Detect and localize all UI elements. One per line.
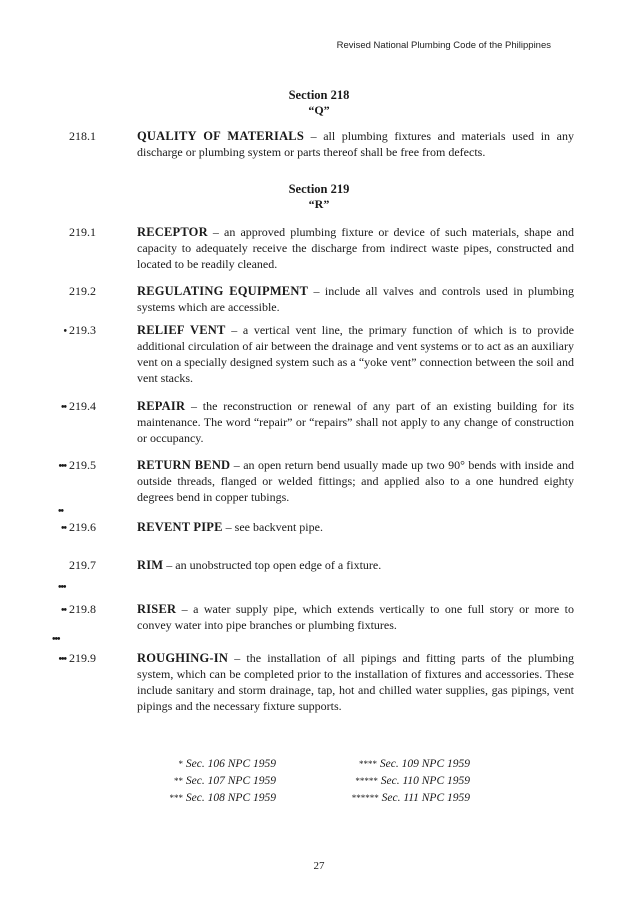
source-note-text: Sec. 107 NPC 1959 xyxy=(183,775,276,787)
entry-text: – all plumbing fixtures and materials used in any discharge or plumbing system or parts thereof shall be free from defects. xyxy=(137,129,574,159)
entry-text: – the installation of all pipings and fitting parts of the plumbing system, which can be completed prior to the installation of fixtures and accessories. These include sanitary and storm drainage, tap, hot and chilled water supplies, gas pipings, vent pipings and the necessary fixture supports. xyxy=(137,651,574,713)
entry-number xyxy=(0,398,96,416)
asterisk-marker: •• xyxy=(60,402,66,413)
entry-body xyxy=(137,457,574,505)
asterisk-marker: ••• xyxy=(58,654,66,665)
entry-number-text: 219.8 xyxy=(69,602,96,616)
entry-number xyxy=(0,650,96,668)
entry-text: – an unobstructed top open edge of a fixture. xyxy=(163,558,382,572)
asterisk-marker: ***** xyxy=(355,776,378,786)
entry-term: RIM xyxy=(137,558,164,572)
asterisk-marker: ••• xyxy=(58,582,66,593)
entry-text: – the reconstruction or renewal of any part of an existing building for its maintenance. The word “repair” or “repairs” shall not apply to any change of construction or occupancy. xyxy=(137,399,574,445)
source-notes-right xyxy=(300,756,470,807)
entry-term: REGULATING EQUIPMENT xyxy=(137,284,309,298)
asterisk-marker: • xyxy=(63,326,66,337)
entry-number: 219.2 xyxy=(69,284,96,298)
entry-text: – a water supply pipe, which extends vertically to one full story or more to convey water into pipe branches or plumbing fixtures. xyxy=(137,602,574,632)
entry-term: QUALITY OF MATERIALS xyxy=(137,129,304,143)
page-number: 27 xyxy=(313,860,325,872)
asterisk-marker: •• xyxy=(58,506,64,517)
entry-number xyxy=(0,601,96,619)
source-note-text: Sec. 111 NPC 1959 xyxy=(378,792,470,804)
source-note xyxy=(110,790,276,807)
entry-term: ROUGHING-IN xyxy=(137,651,229,665)
section-218-letter: “Q” xyxy=(308,103,330,117)
entry-text: – see backvent pipe. xyxy=(222,520,323,534)
entry-body xyxy=(137,398,574,446)
entry-term: REPAIR xyxy=(137,399,186,413)
entry-number: 219.1 xyxy=(69,225,96,239)
entry-body xyxy=(137,650,574,714)
entry-number xyxy=(0,457,96,475)
source-note-text: Sec. 108 NPC 1959 xyxy=(183,792,276,804)
section-219-letter: “R” xyxy=(308,197,330,211)
entry-term: RETURN BEND xyxy=(137,458,231,472)
entry-number-text: 219.4 xyxy=(69,399,96,413)
entry-text: – a vertical vent line, the primary function of which is to provide additional circulation of air between the drainage and vent systems or to act as an auxiliary vent on a specially designed system such as a “yoke vent” connection between the soil and vent stacks. xyxy=(137,323,574,385)
asterisk-marker: •• xyxy=(60,605,66,616)
asterisk-marker: ****** xyxy=(351,793,379,803)
source-note xyxy=(110,756,276,773)
entry-body xyxy=(137,128,574,160)
entry-number xyxy=(0,519,96,537)
entry-number-text: 219.9 xyxy=(69,651,96,665)
entry-number: 219.7 xyxy=(69,558,96,572)
entry-number-text: 219.6 xyxy=(69,520,96,534)
entry-term: RISER xyxy=(137,602,177,616)
running-header: Revised National Plumbing Code of the Philippines xyxy=(336,40,551,51)
section-219-title: Section 219 xyxy=(288,182,350,196)
entry-text: – an approved plumbing fixture or device of such materials, shape and capacity to adequately receive the discharge from indirect waste pipes, constructed and located to be readily cleaned. xyxy=(137,225,574,271)
entry-body xyxy=(137,519,574,535)
entry-text: – an open return bend usually made up two 90° bends with inside and outside threads, flanged or welded fittings; and applied also to a one hundred eighty degrees bend in copper tubings. xyxy=(137,458,574,504)
entry-term: RECEPTOR xyxy=(137,225,208,239)
entry-number-text: 219.5 xyxy=(69,458,96,472)
entry-term: RELIEF VENT xyxy=(137,323,226,337)
entry-number-text: 219.3 xyxy=(69,323,96,337)
entry-body xyxy=(137,557,574,573)
entry-term: REVENT PIPE xyxy=(137,520,223,534)
asterisk-marker: ••• xyxy=(58,461,66,472)
source-note xyxy=(110,773,276,790)
section-218-heading xyxy=(0,88,638,118)
source-note xyxy=(300,756,470,773)
asterisk-marker: * xyxy=(178,759,184,769)
entry-number: 218.1 xyxy=(69,129,96,143)
section-218-title: Section 218 xyxy=(288,88,350,102)
asterisk-marker: *** xyxy=(169,793,184,803)
entry-body xyxy=(137,322,574,386)
asterisk-marker: **** xyxy=(359,759,378,769)
entry-body xyxy=(137,601,574,633)
entry-text: – include all valves and controls used in plumbing systems which are accessible. xyxy=(137,284,574,314)
asterisk-marker: ** xyxy=(174,776,184,786)
source-note-text: Sec. 110 NPC 1959 xyxy=(377,775,470,787)
entry-body xyxy=(137,224,574,272)
source-note-text: Sec. 106 NPC 1959 xyxy=(183,758,276,770)
source-note-text: Sec. 109 NPC 1959 xyxy=(377,758,470,770)
section-219-heading xyxy=(0,182,638,212)
asterisk-marker: •• xyxy=(60,523,66,534)
source-note xyxy=(300,773,470,790)
entry-body xyxy=(137,283,574,315)
source-notes-left xyxy=(110,756,276,807)
asterisk-marker: ••• xyxy=(52,634,60,645)
source-note xyxy=(300,790,470,807)
entry-number xyxy=(0,322,96,340)
